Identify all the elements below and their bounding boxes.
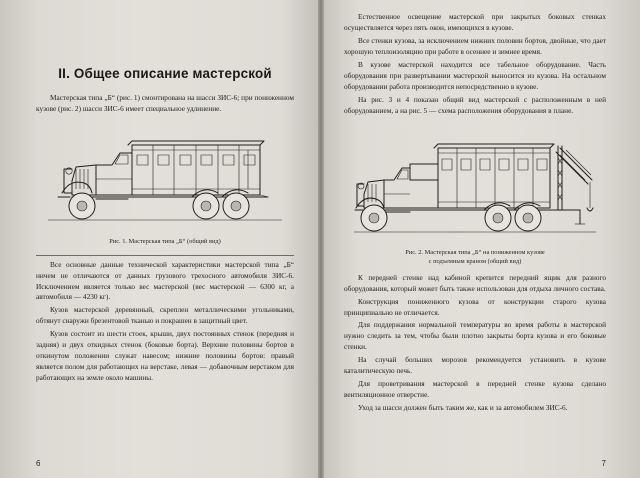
truck-side-view-normal-body-drawing [36, 123, 294, 235]
truck-side-view-lowered-body-with-crane-drawing [344, 124, 606, 246]
paragraph: Кузов состоит из шести стоек, крыши, двух постоянных стенок (передняя и задняя) и двух откидных стенок (боковые борта). Верхние половины бортов в откинутом положении служат навесом; нижние половины бортов: правый является полом для работающих на верстаке, левая — добавочным верстаком для работающих на земле около машины. [36, 329, 294, 382]
figure-2-caption [344, 249, 606, 266]
paragraph: Уход за шасси должен быть таким же, как и за автомобилем ЗИС-6. [358, 403, 568, 413]
paragraph: На случай больших морозов рекомендуется установить в кузове каталитическую печь. [344, 355, 606, 376]
paragraph: Все основные данные технической характеристики мастерской типа „Б“ ничем не отличаются от данных грузового трехосного автомобиля ЗИС-6. Исключением является только вес мастерской (вес мастерской — 6300 кг, а автомобиля — 4230 кг). [36, 259, 294, 302]
paragraph: Конструкция пониженного кузова от конструкции старого кузова принципиально не отличается. [344, 296, 606, 317]
page-number-right: 7 [601, 459, 606, 468]
right-page-column [344, 12, 606, 416]
figure-2-caption-line1: Рис. 2. Мастерская типа „Б“ на пониженном кузове [405, 249, 545, 257]
figure-1-caption: Рис. 1. Мастерская типа „Б“ (общий вид) [109, 237, 221, 245]
figure-1 [36, 123, 294, 247]
divider [36, 255, 294, 256]
figure-2 [344, 124, 606, 266]
figure-2-caption-line2: с подъемным краном (общий вид) [428, 258, 522, 266]
page-number-left: 6 [36, 459, 41, 468]
paragraph: Кузов мастерской деревянный, скреплен металлическими угольниками, обтянут снаружи брезентовой тканью и покрашен в защитный цвет. [36, 305, 294, 326]
paragraph: Естественное освещение мастерской при закрытых боковых стенках осуществляется через пять окон, имеющихся в кузове. [344, 12, 606, 32]
left-page-column [36, 12, 294, 386]
paragraph: В кузове мастерской находится все табельное оборудование. Часть оборудования при развертывании мастерской выносится из кузова. На остальном оборудовании работа производится непосредственно в кузове. [344, 59, 606, 91]
paragraph: На рис. 3 и 4 показан общий вид мастерской с расположенным в ней оборудованием, а на рис. 5 — схема расположения оборудования в плане. [344, 94, 606, 115]
left-page-top-margin [36, 12, 294, 64]
paragraph: Все стенки кузова, за исключением нижних половин бортов, двойные, что дает хорошую теплоизоляцию при работе в осеннее и зимнее время. [344, 35, 606, 56]
paragraph: Мастерская типа „Б“ (рис. 1) смонтирована на шасси ЗИС-6; при пониженном кузове (рис. 2) шасси ЗИС-6 имеет специальное удлинение. [36, 93, 294, 114]
paragraph: Для проветривания мастерской в передней стенке кузова сделано вентиляционное отверстие. [344, 379, 606, 400]
book-spine [318, 0, 324, 478]
page-title: II. Общее описание мастерской [58, 66, 272, 81]
paragraph: Для поддержания нормальной температуры во время работы в мастерской нужно следить за тем, чтобы были плотно закрыты борта кузова и его боковые стенки. [344, 320, 606, 352]
paragraph: К передней стенке над кабиной крепится передний ящик для разного оборудования, который может быть также использован для отдыха личного состава. [344, 272, 606, 293]
